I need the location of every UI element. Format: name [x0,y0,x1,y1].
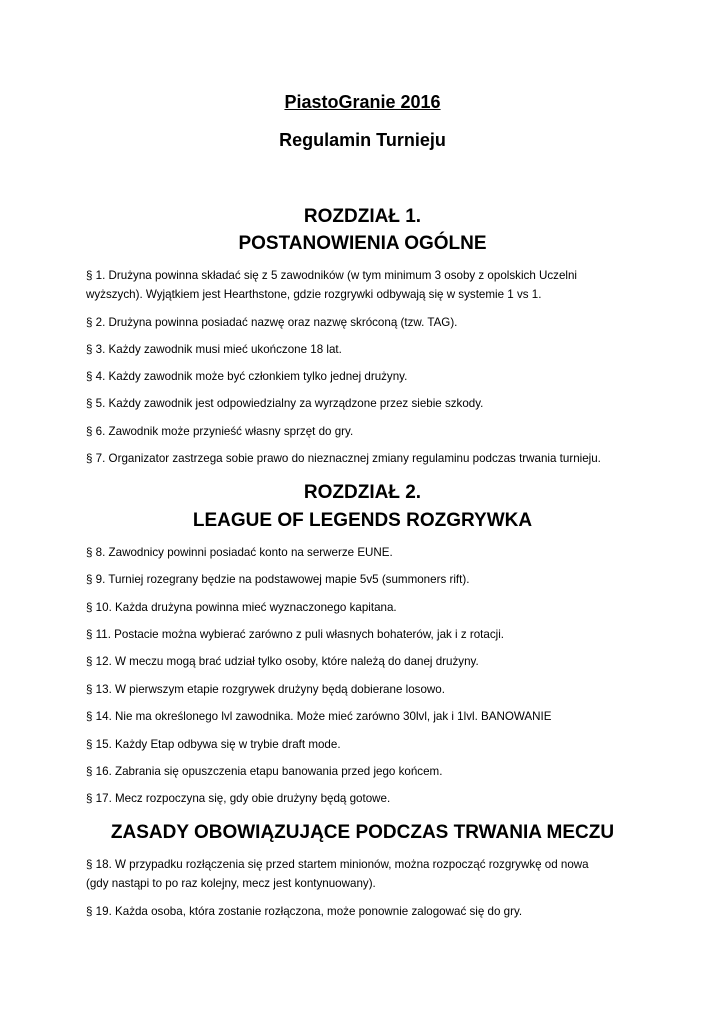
chapter-1-name: POSTANOWIENIA OGÓLNE [238,233,487,254]
paragraph-2: § 2. Drużyna powinna posiadać nazwę oraz nazwę skróconą (tzw. TAG). [86,316,458,329]
paragraph-10: § 10. Każda drużyna powinna mieć wyznaczonego kapitana. [86,601,397,614]
paragraph-4: § 4. Każdy zawodnik może być członkiem tylko jednej drużyny. [86,370,408,383]
paragraph-11: § 11. Postacie można wybierać zarówno z puli własnych bohaterów, jak i z rotacji. [86,628,505,641]
chapter-2-number: ROZDZIAŁ 2. [303,482,422,503]
paragraph-17: § 17. Mecz rozpoczyna się, gdy obie drużyny będą gotowe. [86,792,391,805]
paragraph-3: § 3. Każdy zawodnik musi mieć ukończone 18 lat. [86,343,342,356]
paragraph-13: § 13. W pierwszym etapie rozgrywek drużyny będą dobierane losowo. [86,683,445,696]
paragraph-1-line-2: wyższych). Wyjątkiem jest Hearthstone, gdzie rozgrywki odbywają się w systemie 1 vs 1. [86,288,542,301]
paragraph-12: § 12. W meczu mogą brać udział tylko osoby, które należą do danej drużyny. [86,655,479,668]
paragraph-6: § 6. Zawodnik może przynieść własny sprzęt do gry. [86,425,354,438]
paragraph-15: § 15. Każdy Etap odbywa się w trybie draft mode. [86,738,341,751]
chapter-1-number: ROZDZIAŁ 1. [303,206,422,227]
paragraph-19: § 19. Każda osoba, która zostanie rozłączona, może ponownie zalogować się do gry. [86,905,523,918]
paragraph-5: § 5. Każdy zawodnik jest odpowiedzialny za wyrządzone przez siebie szkody. [86,397,484,410]
section-match-rules-title: ZASADY OBOWIĄZUJĄCE PODCZAS TRWANIA MECZU [110,822,615,843]
paragraph-1-line-1: § 1. Drużyna powinna składać się z 5 zawodników (w tym minimum 3 osoby z opolskich Uczelni [86,269,578,282]
document-subtitle: Regulamin Turnieju [279,130,446,150]
document-title: PiastoGranie 2016 [284,92,441,112]
paragraph-7: § 7. Organizator zastrzega sobie prawo do nieznacznej zmiany regulaminu podczas trwania turnieju. [86,452,601,465]
paragraph-18-line-1: § 18. W przypadku rozłączenia się przed startem minionów, można rozpocząć rozgrywkę od nowa [86,858,589,871]
paragraph-18-line-2: (gdy nastąpi to po raz kolejny, mecz jest kontynuowany). [86,877,376,890]
paragraph-9: § 9. Turniej rozegrany będzie na podstawowej mapie 5v5 (summoners rift). [86,573,470,586]
paragraph-8: § 8. Zawodnicy powinni posiadać konto na serwerze EUNE. [86,546,393,559]
chapter-2-name: LEAGUE OF LEGENDS ROZGRYWKA [192,510,533,531]
paragraph-16: § 16. Zabrania się opuszczenia etapu banowania przed jego końcem. [86,765,443,778]
paragraph-14: § 14. Nie ma określonego lvl zawodnika. Może mieć zarówno 30lvl, jak i 1lvl. BANOWANIE [86,710,552,723]
